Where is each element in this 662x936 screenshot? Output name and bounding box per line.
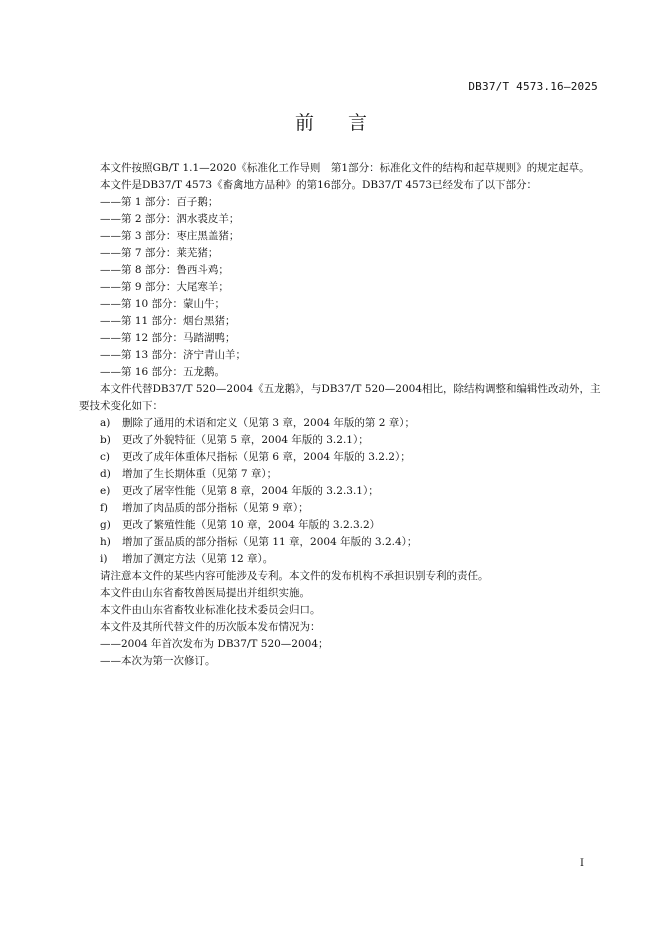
- item-text: 更改了繁殖性能（见第 10 章，2004 年版的 3.2.3.2）: [122, 519, 381, 531]
- list-item: ——本次为第一次修订。: [100, 655, 216, 667]
- item-text: 更改了屠宰性能（见第 8 章，2004 年版的 3.2.3.1）；: [122, 485, 379, 497]
- list-item: ——第 8 部分：鲁西斗鸡；: [100, 264, 229, 276]
- foreword-body: [79, 160, 609, 670]
- list-item: ——第 16 部分：五龙鹅。: [100, 366, 226, 378]
- list-item: ——第 11 部分：烟台黑猪；: [100, 315, 236, 327]
- list-item: ——第 9 部分：大尾寒羊；: [100, 281, 229, 293]
- item-label: e): [100, 485, 111, 497]
- replacement-paragraph: 本文件代替DB37/T 520—2004《五龙鹅》，与DB37/T 520—2004相比，除结构调整和编辑性改动外，主要技术变化如下：: [79, 383, 601, 412]
- list-item: [79, 449, 609, 466]
- proposer-paragraph: 本文件由山东省畜牧兽医局提出并组织实施。: [100, 587, 310, 599]
- committee-paragraph: 本文件由山东省畜牧业标准化技术委员会归口。: [100, 604, 321, 616]
- drafting-rule-paragraph: 本文件按照GB/T 1.1—2020《标准化工作导则 第1部分：标准化文件的结构和起草规则》的规定起草。: [100, 162, 590, 174]
- item-text: 增加了蛋品质的部分指标（见第 11 章，2004 年版的 3.2.4）；: [122, 536, 418, 548]
- patent-notice: 请注意本文件的某些内容可能涉及专利。本文件的发布机构不承担识别专利的责任。: [100, 570, 489, 582]
- history-intro: 本文件及其所代替文件的历次版本发布情况为：: [100, 621, 321, 633]
- technical-changes-list: [79, 415, 609, 568]
- list-item: ——第 3 部分：枣庄黑盖猪；: [100, 230, 240, 242]
- parts-list: [79, 194, 609, 381]
- item-label: g): [100, 519, 111, 531]
- item-label: c): [100, 451, 110, 463]
- list-item: ——第 2 部分：泗水裘皮羊；: [100, 213, 240, 225]
- item-label: b): [100, 434, 111, 446]
- list-item: [79, 466, 609, 483]
- list-item: [79, 415, 609, 432]
- list-item: [79, 483, 609, 500]
- list-item: [79, 534, 609, 551]
- item-text: 删除了通用的术语和定义（见第 3 章，2004 年版的第 2 章）；: [122, 417, 416, 429]
- page-title: 前言: [294, 112, 401, 134]
- item-text: 更改了外貌特征（见第 5 章，2004 年版的 3.2.1）；: [122, 434, 369, 446]
- item-text: 增加了测定方法（见第 12 章）。: [122, 553, 274, 565]
- list-item: ——第 1 部分：百子鹅；: [100, 196, 219, 208]
- list-item: ——第 13 部分：济宁青山羊；: [100, 349, 247, 361]
- series-paragraph: 本文件是DB37/T 4573《畜禽地方品种》的第16部分。DB37/T 4573已经发布了以下部分：: [100, 179, 538, 191]
- item-label: d): [100, 468, 111, 480]
- list-item: [79, 517, 609, 534]
- list-item: [79, 432, 609, 449]
- list-item: ——第 12 部分：马踏湖鸭；: [100, 332, 236, 344]
- item-label: a): [100, 417, 111, 429]
- document-code: DB37/T 4573.16—2025: [468, 80, 598, 93]
- list-item: [79, 500, 609, 517]
- list-item: ——第 10 部分：蒙山牛；: [100, 298, 226, 310]
- item-text: 更改了成年体重体尺指标（见第 6 章，2004 年版的 3.2.2）；: [122, 451, 411, 463]
- item-label: i): [100, 553, 108, 565]
- item-label: h): [100, 536, 111, 548]
- list-item: [79, 551, 609, 568]
- item-label: f): [100, 502, 108, 514]
- list-item: ——2004 年首次发布为 DB37/T 520—2004；: [100, 638, 329, 650]
- item-text: 增加了生长期体重（见第 7 章）；: [122, 468, 278, 480]
- list-item: ——第 7 部分：莱芜猪；: [100, 247, 219, 259]
- item-text: 增加了肉品质的部分指标（见第 9 章）；: [122, 502, 309, 514]
- page-number: I: [580, 858, 584, 869]
